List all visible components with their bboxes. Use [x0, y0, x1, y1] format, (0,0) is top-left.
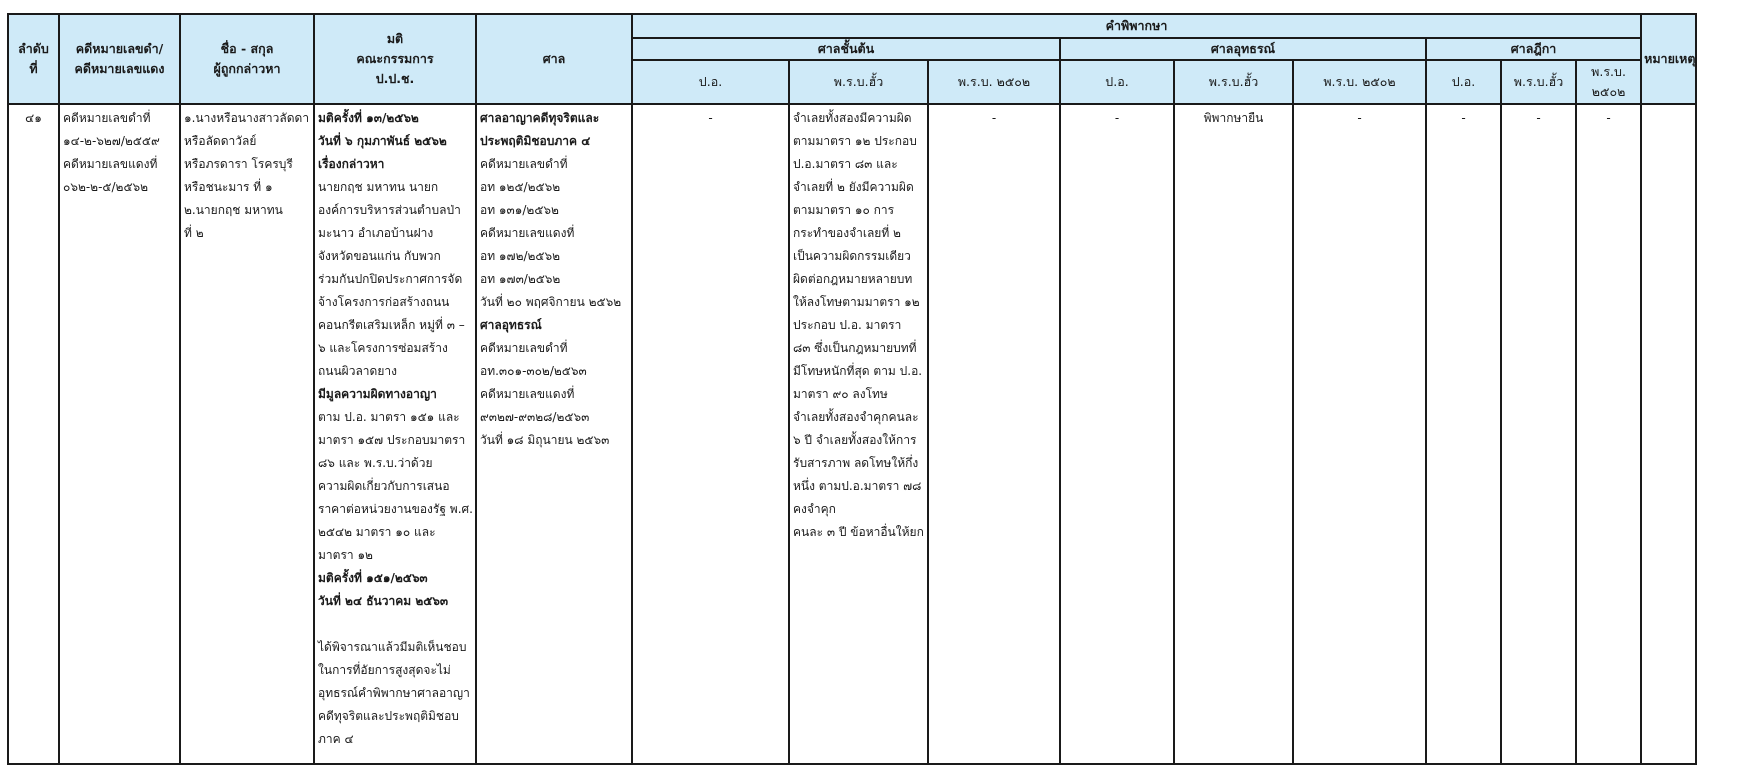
first-court-verdict-line: ให้ลงโทษตามมาตรา ๑๒ — [793, 295, 920, 309]
first-court-verdict-line: รับสารภาพ ลดโทษให้กึ่ง — [793, 456, 919, 470]
appeal-prb-hua-cell: พิพากษายืน — [1174, 104, 1293, 764]
resolution-line: นายกฤช มหาทน นายก — [318, 180, 439, 194]
first-court-verdict-line: ผิดต่อกฎหมายหลายบท — [793, 272, 913, 286]
first-court-verdict-line: คงจำคุก — [793, 502, 836, 516]
first-court-verdict-line: ๘๓ ซึ่งเป็นกฎหมายบทที่ — [793, 341, 917, 355]
court-cell — [476, 104, 632, 764]
header-verdict: คำพิพากษา — [632, 14, 1641, 38]
header-nacc-resolution: มติ คณะกรรมการ ป.ป.ช. — [314, 14, 476, 104]
resolution-line: มติครั้งที่ ๑๕๑/๒๕๖๓ — [318, 571, 428, 585]
first-court-verdict-line: หนึ่ง ตามป.อ.มาตรา ๗๘ — [793, 479, 922, 493]
resolution-line: ราคาต่อหน่วยงานของรัฐ พ.ศ. — [318, 502, 473, 516]
resolution-line: ภาค ๔ — [318, 732, 354, 746]
supreme-po-cell: - — [1426, 104, 1501, 764]
appeal-po-cell: - — [1060, 104, 1174, 764]
header-first-prb-hua: พ.ร.บ.ฮั้ว — [789, 60, 928, 104]
court-line: ประพฤติมิชอบภาค ๔ — [480, 134, 591, 148]
header-no: ลำดับ ที่ — [8, 14, 59, 104]
court-line: คดีหมายเลขดำที่ — [480, 157, 568, 171]
header-first-prb-2502: พ.ร.บ. ๒๕๐๒ — [928, 60, 1060, 104]
header-supreme-court: ศาลฎีกา — [1426, 38, 1641, 60]
case-number-cell: คดีหมายเลขดำที่ ๑๔-๒-๖๒๗/๒๕๕๙ คดีหมายเลขแดงที่ ๐๖๒-๒-๕/๒๕๖๒ — [59, 104, 180, 764]
accused-name-cell: ๑.นางหรือนางสาวลัดดา หรือลัดดาวัลย์ หรือภรดารา โรครบุรี หรือชนะมาร ที่ ๑ ๒.นายกฤช มหาทน ที่ ๒ — [180, 104, 314, 764]
header-accused-name: ชื่อ - สกุล ผู้ถูกกล่าวหา — [180, 14, 314, 104]
first-court-verdict-line: ป.อ.มาตรา ๘๓ และ — [793, 157, 898, 171]
resolution-line: จ้างโครงการก่อสร้างถนน — [318, 295, 450, 309]
first-court-verdict-line: ๖ ปี จำเลยทั้งสองให้การ — [793, 433, 917, 447]
resolution-line: มาตรา ๑๒ — [318, 548, 373, 562]
header-appeal-po: ป.อ. — [1060, 60, 1174, 104]
first-court-verdict-line: จำเลยที่ ๒ ยังมีความผิด — [793, 180, 914, 194]
resolution-line: ตาม ป.อ. มาตรา ๑๕๑ และ — [318, 410, 460, 424]
resolution-line: ถนนผิวลาดยาง — [318, 364, 397, 378]
header-court: ศาล — [476, 14, 632, 104]
row-number: ๔๑ — [8, 104, 59, 764]
court-line: ศาลอาญาคดีทุจริตและ — [480, 111, 600, 125]
court-line: คดีหมายเลขดำที่ — [480, 341, 568, 355]
first-court-verdict-line: กระทำของจำเลยที่ ๒ — [793, 226, 901, 240]
resolution-line: มีมูลความผิดทางอาญา — [318, 387, 437, 401]
resolution-cell — [314, 104, 476, 764]
resolution-line: คดีทุจริตและประพฤติมิชอบ — [318, 709, 459, 723]
table-row — [8, 104, 1696, 764]
first-court-verdict-line: ตามมาตรา ๑๐ การ — [793, 203, 895, 217]
court-line: คดีหมายเลขแดงที่ — [480, 387, 575, 401]
first-po-cell: - — [632, 104, 789, 764]
verdict-table — [7, 13, 1697, 765]
resolution-line: อุทธรณ์คำพิพากษาศาลอาญา — [318, 686, 470, 700]
court-line: วันที่ ๒๐ พฤศจิกายน ๒๕๖๒ — [480, 295, 622, 309]
resolution-line: วันที่ ๖ กุมภาพันธ์ ๒๕๖๒ — [318, 134, 447, 148]
supreme-prb-hua-cell: - — [1501, 104, 1576, 764]
header-remark: หมายเหตุ — [1641, 14, 1696, 104]
court-text — [480, 107, 628, 452]
court-line: อท ๑๓๑/๒๕๖๒ — [480, 203, 559, 217]
resolution-line: ร่วมกันปกปิดประกาศการจัด — [318, 272, 463, 286]
first-court-verdict-line: ตามมาตรา ๑๒ ประกอบ — [793, 134, 917, 148]
header-first-po: ป.อ. — [632, 60, 789, 104]
header-appeal-prb-2502: พ.ร.บ. ๒๕๐๒ — [1293, 60, 1426, 104]
header-supreme-prb-2502: พ.ร.บ. ๒๕๐๒ — [1576, 60, 1641, 104]
resolution-line: ๘๖ และ พ.ร.บ.ว่าด้วย — [318, 456, 433, 470]
resolution-line: มาตรา ๑๕๗ ประกอบมาตรา — [318, 433, 466, 447]
supreme-prb-2502-cell: - — [1576, 104, 1641, 764]
remark-cell — [1641, 104, 1696, 764]
header-supreme-po: ป.อ. — [1426, 60, 1501, 104]
first-prb-2502-cell: - — [928, 104, 1060, 764]
header-appeal-prb-hua: พ.ร.บ.ฮั้ว — [1174, 60, 1293, 104]
resolution-line: ๖ และโครงการซ่อมสร้าง — [318, 341, 448, 355]
appeal-prb-2502-cell: - — [1293, 104, 1426, 764]
header-appeal-court: ศาลอุทธรณ์ — [1060, 38, 1426, 60]
header-first-court: ศาลชั้นต้น — [632, 38, 1060, 60]
first-court-verdict-line: มาตรา ๙๐ ลงโทษ — [793, 387, 888, 401]
resolution-text — [318, 107, 472, 751]
resolution-line: จังหวัดขอนแก่น กับพวก — [318, 249, 441, 263]
first-court-verdict-line: คนละ ๓ ปี ข้อหาอื่นให้ยก — [793, 525, 924, 539]
court-line: คดีหมายเลขแดงที่ — [480, 226, 575, 240]
resolution-line: คอนกรีตเสริมเหล็ก หมู่ที่ ๓ – — [318, 318, 465, 332]
resolution-line: มติครั้งที่ ๑๓/๒๕๖๒ — [318, 111, 419, 125]
resolution-line: ได้พิจารณาแล้วมีมติเห็นชอบ — [318, 640, 467, 654]
first-court-verdict-text — [793, 107, 924, 544]
court-line: วันที่ ๑๘ มิถุนายน ๒๕๖๓ — [480, 433, 610, 447]
resolution-line: เรื่องกล่าวหา — [318, 157, 385, 171]
resolution-line: ในการที่อัยการสูงสุดจะไม่ — [318, 663, 451, 677]
resolution-line: มะนาว อำเภอบ้านฝาง — [318, 226, 434, 240]
resolution-line: ๒๕๔๒ มาตรา ๑๐ และ — [318, 525, 436, 539]
resolution-line: ความผิดเกี่ยวกับการเสนอ — [318, 479, 450, 493]
resolution-line: องค์การบริหารส่วนตำบลป่า — [318, 203, 461, 217]
first-court-verdict-line: มีโทษหนักที่สุด ตาม ป.อ. — [793, 364, 923, 378]
resolution-line — [318, 613, 472, 636]
first-prb-hua-cell — [789, 104, 928, 764]
court-line: อท ๑๒๕/๒๕๖๒ — [480, 180, 561, 194]
first-court-verdict-line: ประกอบ ป.อ. มาตรา — [793, 318, 902, 332]
court-line: อท.๓๐๑-๓๐๒/๒๕๖๓ — [480, 364, 587, 378]
first-court-verdict-line: จำเลยทั้งสองจำคุกคนละ — [793, 410, 919, 424]
court-line: อท ๑๗๓/๒๕๖๒ — [480, 272, 561, 286]
first-court-verdict-line: เป็นความผิดกรรมเดียว — [793, 249, 911, 263]
resolution-line: วันที่ ๒๔ ธันวาคม ๒๕๖๓ — [318, 594, 449, 608]
court-line: อท ๑๗๒/๒๕๖๒ — [480, 249, 561, 263]
header-case-number: คดีหมายเลขดำ/ คดีหมายเลขแดง — [59, 14, 180, 104]
court-line: ๙๓๒๗-๙๓๒๘/๒๕๖๓ — [480, 410, 590, 424]
court-line: ศาลอุทธรณ์ — [480, 318, 542, 332]
header-supreme-prb-hua: พ.ร.บ.ฮั้ว — [1501, 60, 1576, 104]
first-court-verdict-line: จำเลยทั้งสองมีความผิด — [793, 111, 912, 125]
